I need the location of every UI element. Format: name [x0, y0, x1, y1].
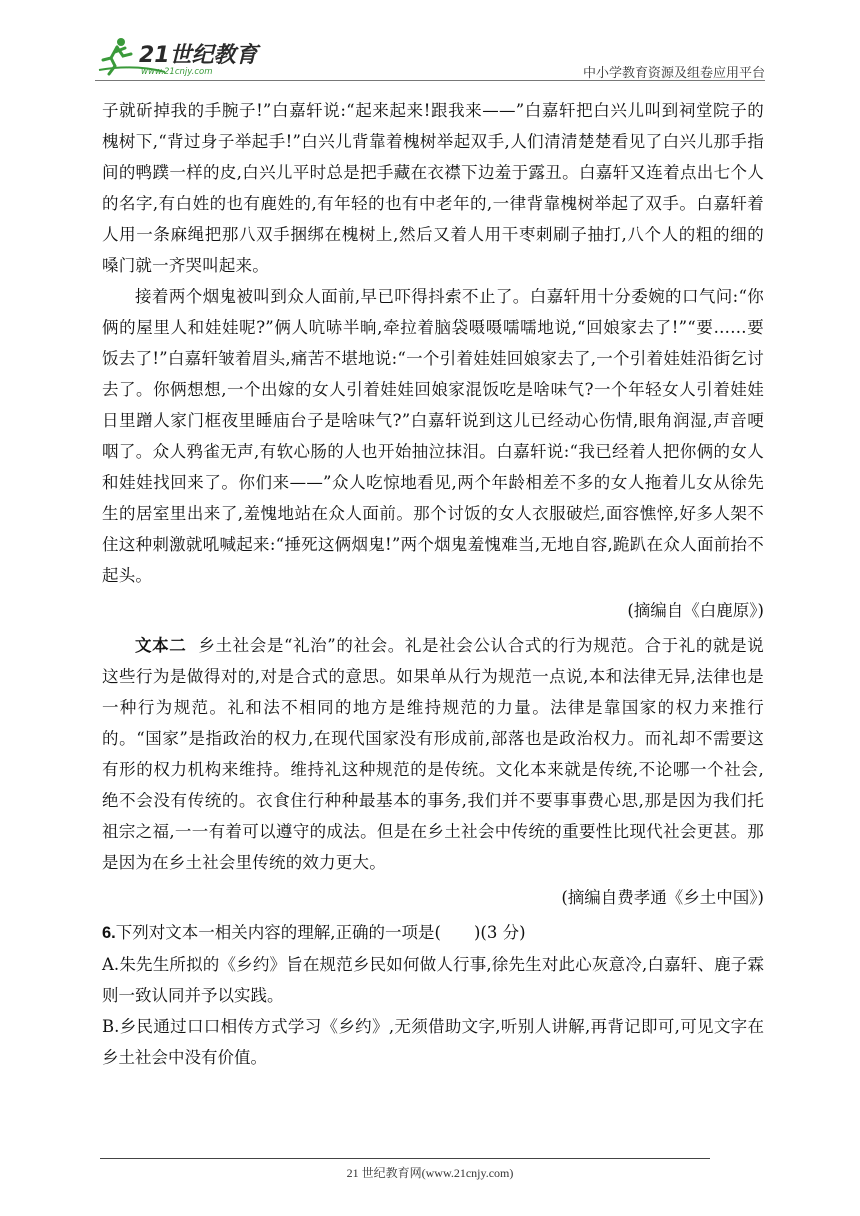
header-divider	[95, 80, 765, 81]
text-two-paragraph	[102, 630, 764, 878]
option-b: B.乡民通过口口相传方式学习《乡约》,无须借助文字,听别人讲解,再背记即可,可见文字在乡土社会中没有价值。	[102, 1017, 764, 1067]
text-one-paragraph-2: 接着两个烟鬼被叫到众人面前,早已吓得抖索不止了。白嘉轩用十分委婉的口气问:“你俩的屋里人和娃娃呢?”俩人吭哧半晌,牵拉着脑袋嗫嗫嚅嚅地说,“回娘家去了!”“要……要饭去了!”白嘉轩皱着眉头,痛苦不堪地说:“一个引着娃娃回娘家去了,一个引着娃娃沿街乞讨去了。你俩想想,一个出嫁的女人引着娃娃回娘家混饭吃是啥味气?一个年轻女人引着娃娃日里蹭人家门框夜里睡庙台子是啥味气?”白嘉轩说到这儿已经动心伤情,眼角润湿,声音哽咽了。众人鸦雀无声,有软心肠的人也开始抽泣抹泪。白嘉轩说:“我已经着人把你俩的女人和娃娃找回来了。你们来——”众人吃惊地看见,两个年龄相差不多的女人拖着儿女从徐先生的居室里出来了,羞愧地站在众人面前。那个讨饭的女人衣服破烂,面容憔悴,好多人架不住这种刺激就吼喊起来:“捶死这俩烟鬼!”两个烟鬼羞愧难当,无地自容,跪趴在众人面前抬不起头。	[102, 287, 764, 585]
question-6	[102, 917, 764, 949]
text-one-source: (摘编自《白鹿原》)	[627, 601, 764, 620]
text-two-body: 乡土社会是“礼治”的社会。礼是社会公认合式的行为规范。合于礼的就是说这些行为是做得对的,对是合式的意思。如果单从行为规范一点说,本和法律无异,法律也是一种行为规范。礼和法不相同的地方是维持规范的力量。法律是靠国家的权力来推行的。“国家”是指政治的权力,在现代国家没有形成前,部落也是政治权力。而礼却不需要这有形的权力机构来维持。维持礼这种规范的是传统。文化本来就是传统,不论哪一个社会,绝不会没有传统的。衣食住行种种最基本的事务,我们并不要事事费心思,那是因为我们托祖宗之福,一一有着可以遵守的成法。但是在乡土社会中传统的重要性比现代社会更甚。那是因为在乡土社会里传统的效力更大。	[102, 636, 764, 872]
question-stem: 下列对文本一相关内容的理解,正确的一项是( )(3 分)	[115, 923, 526, 942]
site-logo	[95, 34, 265, 78]
brand-text: 中小学教育资源及组卷应用平台	[582, 66, 765, 81]
page-header	[95, 30, 765, 80]
footer-divider	[100, 1158, 710, 1159]
page-footer: 21 世纪教育网(www.21cnjy.com)	[346, 1166, 514, 1180]
option-a: A.朱先生所拟的《乡约》旨在规范乡民如何做人行事,徐先生对此心灰意冷,白嘉轩、鹿子霖则一致认同并予以实践。	[102, 955, 764, 1005]
text-two-source: (摘编自费孝通《乡土中国》)	[561, 888, 764, 907]
text-two-label: 文本二	[135, 636, 187, 655]
svg-text:21世纪教育: 21世纪教育	[139, 43, 258, 68]
main-content	[102, 95, 764, 1073]
question-number: 6.	[102, 924, 116, 942]
svg-text:www.21cnjy.com: www.21cnjy.com	[141, 67, 213, 77]
text-one-paragraph-1: 子就斫掉我的手腕子!”白嘉轩说:“起来起来!跟我来——”白嘉轩把白兴儿叫到祠堂院子的槐树下,“背过身子举起手!”白兴儿背靠着槐树举起双手,人们清清楚楚看见了白兴儿那手指间的鸭蹼一样的皮,白兴儿平时总是把手藏在衣襟下边羞于露丑。白嘉轩又连着点出七个人的名字,有白姓的也有鹿姓的,有年轻的也有中老年的,一律背靠槐树举起了双手。白嘉轩着人用一条麻绳把那八双手捆绑在槐树上,然后又着人用干枣刺刷子抽打,八个人的粗的细的嗓门就一齐哭叫起来。	[102, 101, 764, 275]
